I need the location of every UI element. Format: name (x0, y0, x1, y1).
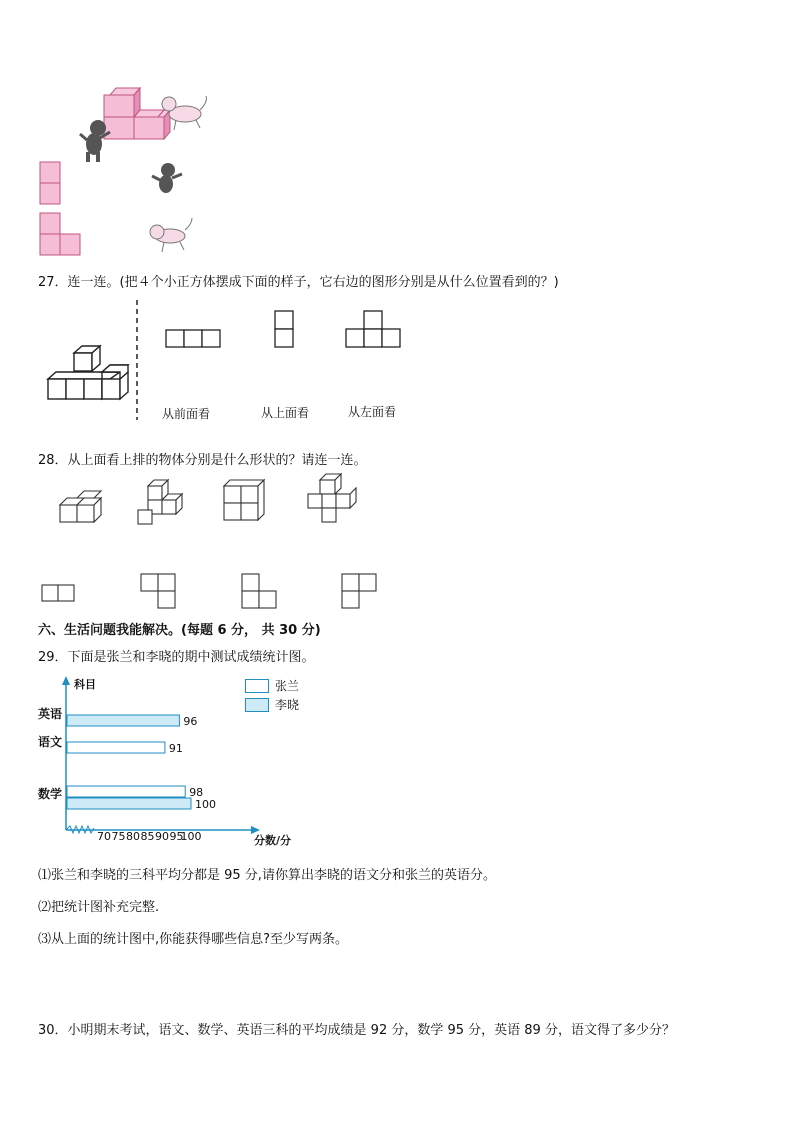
category-label-2: 数学 (38, 787, 63, 801)
category-label-1: 语文 (38, 735, 63, 749)
monkey-small-icon (152, 163, 182, 193)
q27-text: 27．连一连。(把４个小正方体摆成下面的样子，它右边的图形分别是从什么位置看到的？) (38, 275, 559, 290)
bar-lixiao-2 (67, 798, 191, 809)
x-tick-label-70: 70 (97, 830, 111, 843)
bar-value-label: 91 (168, 742, 183, 755)
bar-value-label: 96 (183, 715, 198, 728)
legend-swatch-lixiao (245, 698, 269, 712)
bar-zhanglan-1 (67, 742, 165, 753)
legend-label-lixiao: 李晓 (275, 698, 300, 712)
q29-text: 29．下面是张兰和李晓的期中测试成绩统计图。 (38, 650, 315, 665)
category-label-0: 英语 (38, 707, 63, 721)
x-axis-label: 分数/分 (254, 834, 292, 847)
view-top-shape (275, 311, 293, 347)
y-axis-arrow (62, 676, 70, 685)
view-front-shape (166, 330, 220, 347)
section-6-title: 六、生活问题我能解决。(每题 6 分， 共 30 分) (38, 623, 321, 638)
object-2-cubes (138, 480, 182, 524)
object-4-cubes (308, 474, 356, 522)
bar-zhanglan-2 (67, 786, 185, 797)
q29-sub1: ⑴张兰和李晓的三科平均分都是 95 分,请你算出李晓的语文分和张兰的英语分。 (38, 868, 496, 883)
pink-cube-stack (104, 88, 170, 139)
label-front-view: 从前面看 (162, 407, 211, 421)
top-view-a (42, 585, 74, 601)
cube-arrangement (48, 346, 128, 399)
q29-sub2: ⑵把统计图补充完整. (38, 900, 160, 915)
label-left-view: 从左面看 (348, 405, 397, 419)
object-3-cubes (224, 480, 264, 520)
legend-swatch-zhanglan (245, 679, 269, 693)
view-left-shape (346, 311, 400, 347)
top-view-b (141, 574, 175, 608)
label-top-view: 从上面看 (261, 406, 310, 420)
dog-small-icon (150, 218, 192, 252)
q28-text: 28．从上面看上排的物体分别是什么形状的？请连一连。 (38, 453, 367, 468)
bar-lixiao-0 (67, 715, 179, 726)
x-tick-label-95: 95 (169, 830, 184, 843)
object-1-cubes (60, 491, 101, 522)
q26-illustration (30, 80, 230, 260)
x-tick-label-90: 90 (155, 830, 169, 843)
monkey-icon (80, 120, 110, 162)
y-axis-label: 科目 (74, 678, 96, 691)
q28-figure (40, 470, 380, 615)
x-tick-label-85: 85 (140, 830, 155, 843)
x-tick-label-75: 75 (111, 830, 126, 843)
x-tick-label-100: 100 (180, 830, 202, 843)
legend-label-zhanglan: 张兰 (275, 679, 300, 693)
view-shape-2 (40, 213, 80, 255)
q30-text: 30．小明期末考试，语文、数学、英语三科的平均成绩是 92 分，数学 95 分，英语 89 分，语文得了多少分？ (38, 1023, 675, 1038)
x-tick-label-80: 80 (126, 830, 140, 843)
top-view-c (242, 574, 276, 608)
x-axis-arrow (251, 826, 260, 834)
bar-value-label: 100 (195, 798, 216, 811)
bar-value-label: 98 (189, 786, 204, 799)
top-view-d (342, 574, 376, 608)
q29-sub3: ⑶从上面的统计图中,你能获得哪些信息?至少写两条。 (38, 932, 349, 947)
view-shape-1 (40, 162, 60, 204)
